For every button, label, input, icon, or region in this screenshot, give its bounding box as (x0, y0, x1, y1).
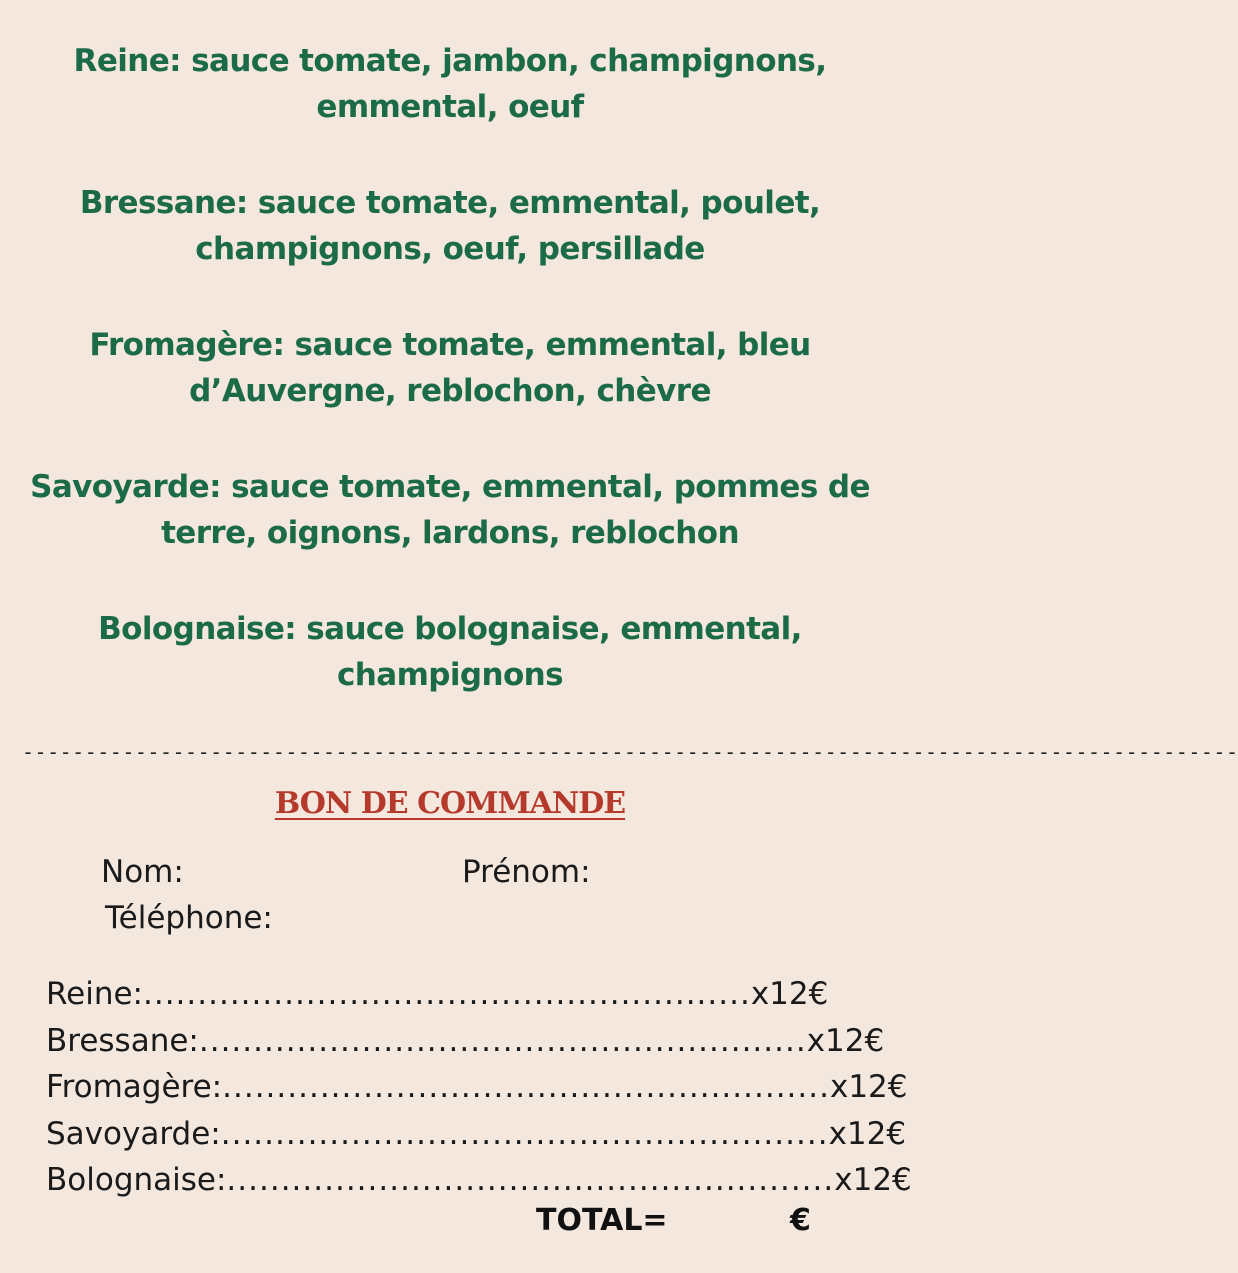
nom-label: Nom: (101, 854, 184, 890)
unit-price: x12€ (829, 1069, 908, 1105)
order-pizza-name: Reine: (46, 976, 143, 1012)
order-line-savoyarde (46, 1115, 907, 1163)
quantity-dotted-field[interactable]: ........................................................ (222, 1069, 830, 1105)
pizza-savoyarde (18, 464, 882, 556)
unit-price: x12€ (828, 1115, 907, 1152)
order-line-bolognaise (46, 1162, 912, 1209)
quantity-dotted-field[interactable]: ........................................................ (198, 1022, 807, 1059)
pizza-menu (0, 38, 900, 748)
order-pizza-name: Savoyarde: (46, 1115, 221, 1152)
pizza-description-line: emmental, oeuf (316, 89, 584, 125)
pizza-description-line: terre, oignons, lardons, reblochon (161, 515, 739, 551)
pizza-description-line: champignons (337, 657, 563, 693)
order-line-reine (46, 976, 829, 1023)
pizza-description-line: Savoyarde: sauce tomate, emmental, pommes de (30, 469, 870, 505)
pizza-description-line: d’Auvergne, reblochon, chèvre (189, 373, 711, 409)
order-pizza-name: Bolognaise: (46, 1162, 227, 1198)
quantity-dotted-field[interactable]: ........................................................ (226, 1162, 835, 1198)
pizza-description-line: Bolognaise: sauce bolognaise, emmental, (98, 611, 802, 647)
quantity-dotted-field[interactable]: ........................................................ (143, 976, 751, 1012)
pizza-reine (18, 38, 882, 130)
telephone-label: Téléphone: (105, 900, 273, 936)
order-line-fromagere (46, 1069, 908, 1116)
prenom-label: Prénom: (462, 854, 591, 890)
pizza-description-line: champignons, oeuf, persillade (195, 231, 705, 267)
pizza-description-line: Bressane: sauce tomate, emmental, poulet, (79, 185, 821, 221)
unit-price: x12€ (750, 976, 829, 1012)
pizza-fromagere (18, 322, 882, 414)
order-lines (46, 976, 912, 1209)
order-form-title: BON DE COMMANDE (274, 786, 626, 821)
pizza-description-line: Reine: sauce tomate, jambon, champignons, (73, 43, 827, 79)
order-pizza-name: Bressane: (46, 1022, 199, 1059)
quantity-dotted-field[interactable]: ........................................................ (220, 1115, 829, 1152)
pizza-bolognaise (18, 606, 882, 698)
pizza-description-line: Fromagère: sauce tomate, emmental, bleu (89, 327, 811, 363)
cut-line-divider: ------------------------------------------------------------------------------------------------- (22, 740, 1238, 764)
unit-price: x12€ (806, 1022, 885, 1059)
order-line-bressane (46, 1022, 885, 1070)
total-currency: € (790, 1203, 811, 1238)
order-pizza-name: Fromagère: (46, 1069, 223, 1105)
unit-price: x12€ (834, 1162, 912, 1198)
total-label: TOTAL= (536, 1203, 668, 1238)
pizza-bressane (18, 180, 882, 272)
